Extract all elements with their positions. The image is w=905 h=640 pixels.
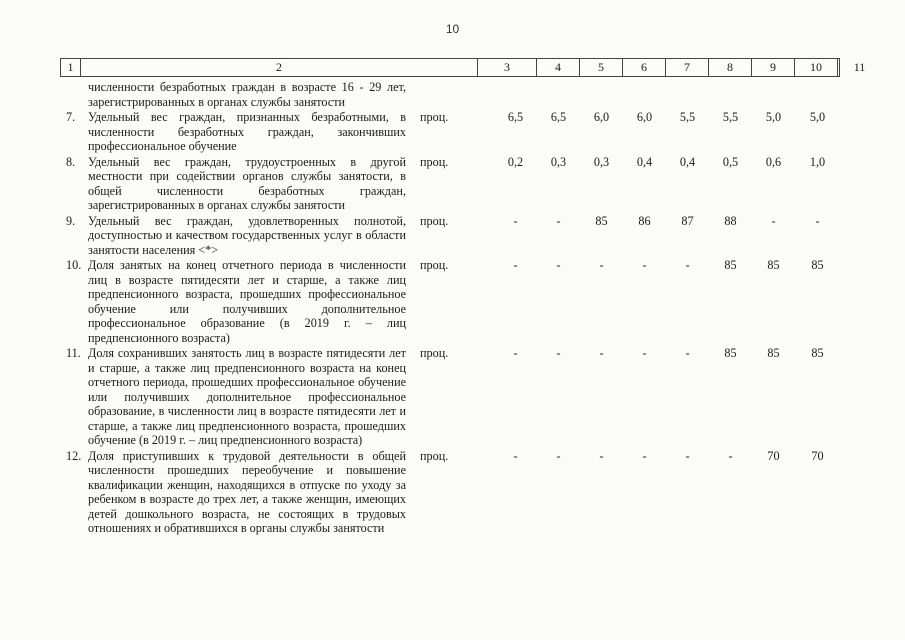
year-value [580, 80, 623, 109]
year-value [666, 80, 709, 109]
year-value: - [815, 213, 820, 228]
year-value: 0,6 [765, 154, 782, 169]
year-value [494, 80, 537, 109]
year-value: - [556, 346, 561, 360]
year-value: 70 [811, 448, 824, 463]
year-value: - [513, 346, 518, 360]
page-number: 10 [445, 22, 460, 36]
header-cell: 11 [853, 60, 866, 74]
year-value: - [685, 258, 690, 272]
unit-of-measure: проц. [420, 346, 449, 360]
year-value: - [642, 448, 647, 463]
row-number: 11. [66, 346, 81, 360]
header-cell: 10 [795, 59, 838, 76]
year-value [752, 80, 795, 109]
row-number: 12. [66, 448, 82, 463]
table-row [60, 346, 840, 448]
year-value: 5,5 [679, 110, 696, 124]
year-value: 6,0 [636, 110, 653, 124]
header-cell: 5 [580, 59, 623, 76]
year-value: - [599, 258, 604, 272]
year-value: 5,5 [722, 110, 739, 124]
row-number [60, 80, 88, 109]
year-value: 5,0 [765, 110, 782, 124]
year-value [537, 80, 580, 109]
year-value: 0,5 [722, 154, 739, 169]
year-value: - [513, 448, 518, 463]
year-value [709, 80, 752, 109]
row-number: 8. [66, 154, 76, 169]
unit-of-measure: проц. [420, 213, 449, 228]
year-value: 85 [595, 213, 608, 228]
year-value: 85 [724, 258, 737, 272]
indicator-name: Удельный вес граждан, трудоустроенных в другой местности при содействии органов службы занятости, в общей численности безработных граждан, зарегистрированных в органах службы занятости [88, 154, 406, 212]
year-value: - [685, 346, 690, 360]
year-value: - [556, 213, 561, 228]
table-header-row [60, 58, 866, 77]
indicator-name: численности безработных граждан в возрасте 16 - 29 лет, зарегистрированных в органах службы занятости [88, 80, 406, 109]
year-value: 0,2 [507, 154, 524, 169]
year-value: - [513, 213, 518, 228]
indicator-name: Доля занятых на конец отчетного периода в численности лиц в возрасте пятидесяти лет и старше, а также лиц предпенсионного возраста, прошедших профессиональное обучение или получивших дополнительное профессиональное образование (в 2019 г. – лиц предпенсионного возраста) [88, 258, 406, 345]
table-row [60, 155, 840, 213]
table-row [60, 80, 840, 109]
year-value: 85 [767, 258, 780, 272]
table-row [60, 258, 840, 345]
year-value: 6,0 [593, 110, 610, 124]
header-cell: 1 [61, 59, 81, 76]
year-value: 87 [681, 213, 694, 228]
header-cell: 8 [709, 59, 752, 76]
year-value: - [556, 448, 561, 463]
year-value: 86 [638, 213, 651, 228]
table-row [60, 110, 840, 154]
year-value: 5,0 [809, 110, 826, 124]
year-value: - [642, 258, 647, 272]
year-value: 88 [724, 213, 737, 228]
indicator-name: Удельный вес граждан, признанных безработными, в численности безработных граждан, закончивших профессиональное обучение [88, 110, 406, 153]
row-number: 10. [66, 258, 82, 272]
unit-of-measure [410, 80, 494, 109]
indicators-table [60, 58, 866, 537]
year-value: - [728, 448, 733, 463]
year-value: - [513, 258, 518, 272]
year-value: - [599, 346, 604, 360]
year-value [623, 80, 666, 109]
header-cell: 6 [623, 59, 666, 76]
indicator-name: Доля сохранивших занятость лиц в возрасте пятидесяти лет и старше, а также лиц предпенсионного возраста на конец отчетного периода, прошедших профессиональное обучение или получивших дополнительное профессиональное образование, в численности лиц в возрасте пятидесяти лет и старше, а также лиц предпенсионного возраста, прошедших обучение (в 2019 г. – лиц предпенсионного возраста) [88, 346, 406, 447]
year-value: 0,4 [636, 154, 653, 169]
unit-of-measure: проц. [420, 448, 449, 463]
header-cell: 4 [537, 59, 580, 76]
table-body [60, 80, 840, 536]
indicator-name: Удельный вес граждан, удовлетворенных полнотой, доступностью и качеством государственных услуг в области занятости населения <*> [88, 213, 406, 257]
header-cell: 7 [666, 59, 709, 76]
year-value: 0,3 [593, 154, 610, 169]
indicator-name: Доля приступивших к трудовой деятельности в общей численности прошедших переобучение и повышение квалификации женщин, находящихся в отпуске по уходу за ребенком в возрасте до трех лет, а также женщин, имеющих детей дошкольного возраста, не состоящих в трудовых отношениях и обратившихся в органы службы занятости [88, 448, 406, 535]
unit-of-measure: проц. [420, 154, 449, 169]
year-value: - [642, 346, 647, 360]
year-value: 1,0 [809, 154, 826, 169]
header-cell: 2 [81, 59, 478, 76]
row-number: 7. [66, 110, 76, 124]
header-cell: 3 [478, 59, 537, 76]
year-value: - [599, 448, 604, 463]
row-number: 9. [66, 213, 76, 228]
year-value: - [685, 448, 690, 463]
year-value: 6,5 [550, 110, 567, 124]
year-value: - [556, 258, 561, 272]
year-value: 85 [811, 346, 824, 360]
unit-of-measure: проц. [420, 258, 449, 272]
year-value: - [771, 213, 776, 228]
year-value: 85 [724, 346, 737, 360]
unit-of-measure: проц. [420, 110, 449, 124]
year-value: 6,5 [507, 110, 524, 124]
year-value: 85 [811, 258, 824, 272]
year-value: 70 [767, 448, 780, 463]
header-cell: 9 [752, 59, 795, 76]
year-value [795, 80, 840, 109]
year-value: 85 [767, 346, 780, 360]
table-row [60, 449, 840, 536]
year-value: 0,3 [550, 154, 567, 169]
table-row [60, 214, 840, 258]
year-value: 0,4 [679, 154, 696, 169]
